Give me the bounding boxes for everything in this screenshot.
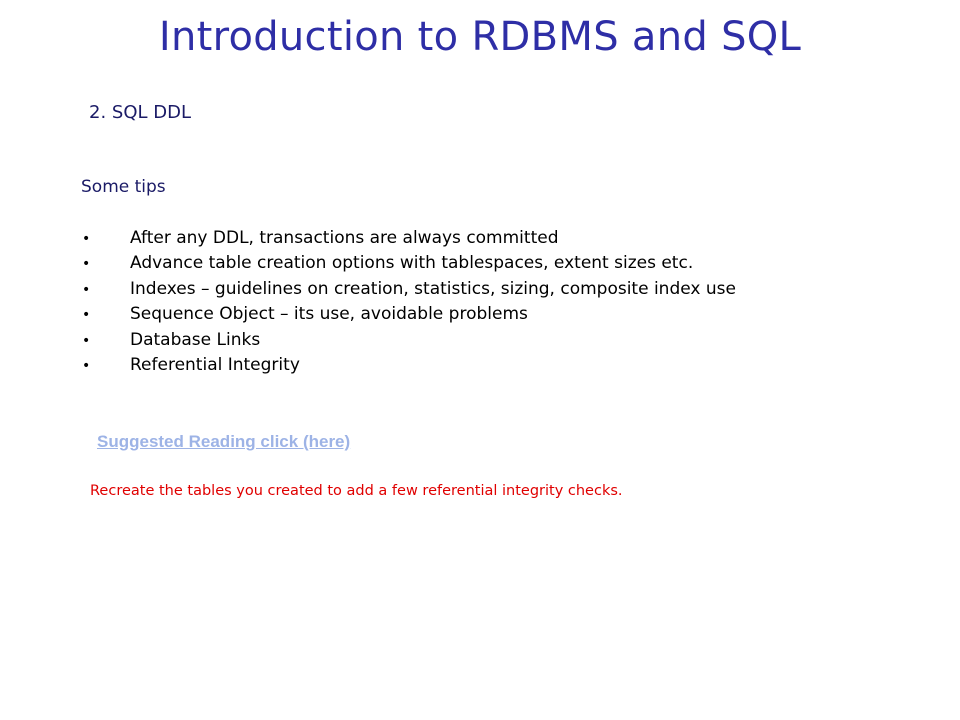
list-item	[82, 328, 736, 353]
bullet-icon: •	[82, 332, 91, 349]
bullet-icon: •	[82, 357, 91, 374]
tip-text: Sequence Object – its use, avoidable problems	[130, 304, 528, 325]
section-subtitle: 2. SQL DDL	[89, 102, 191, 123]
list-item	[82, 251, 736, 276]
bullet-icon: •	[82, 307, 91, 324]
list-item	[82, 353, 736, 378]
tips-list	[82, 226, 736, 378]
bullet-icon: •	[82, 231, 91, 247]
tip-text: Referential Integrity	[130, 354, 300, 375]
tip-text: Advance table creation options with tablespaces, extent sizes etc.	[130, 253, 694, 274]
list-item	[82, 277, 736, 302]
slide-title: Introduction to RDBMS and SQL	[158, 14, 802, 60]
tips-heading: Some tips	[81, 177, 166, 197]
bullet-icon: •	[82, 281, 91, 298]
suggested-reading-link[interactable]: Suggested Reading click (here)	[97, 432, 351, 451]
list-item	[82, 226, 736, 251]
tip-text: After any DDL, transactions are always committed	[130, 228, 559, 248]
bullet-icon: •	[82, 256, 91, 273]
list-item	[82, 302, 736, 327]
tip-text: Database Links	[130, 329, 261, 350]
tip-text: Indexes – guidelines on creation, statistics, sizing, composite index use	[130, 278, 736, 299]
exercise-instruction: Recreate the tables you created to add a few referential integrity checks.	[90, 483, 623, 499]
